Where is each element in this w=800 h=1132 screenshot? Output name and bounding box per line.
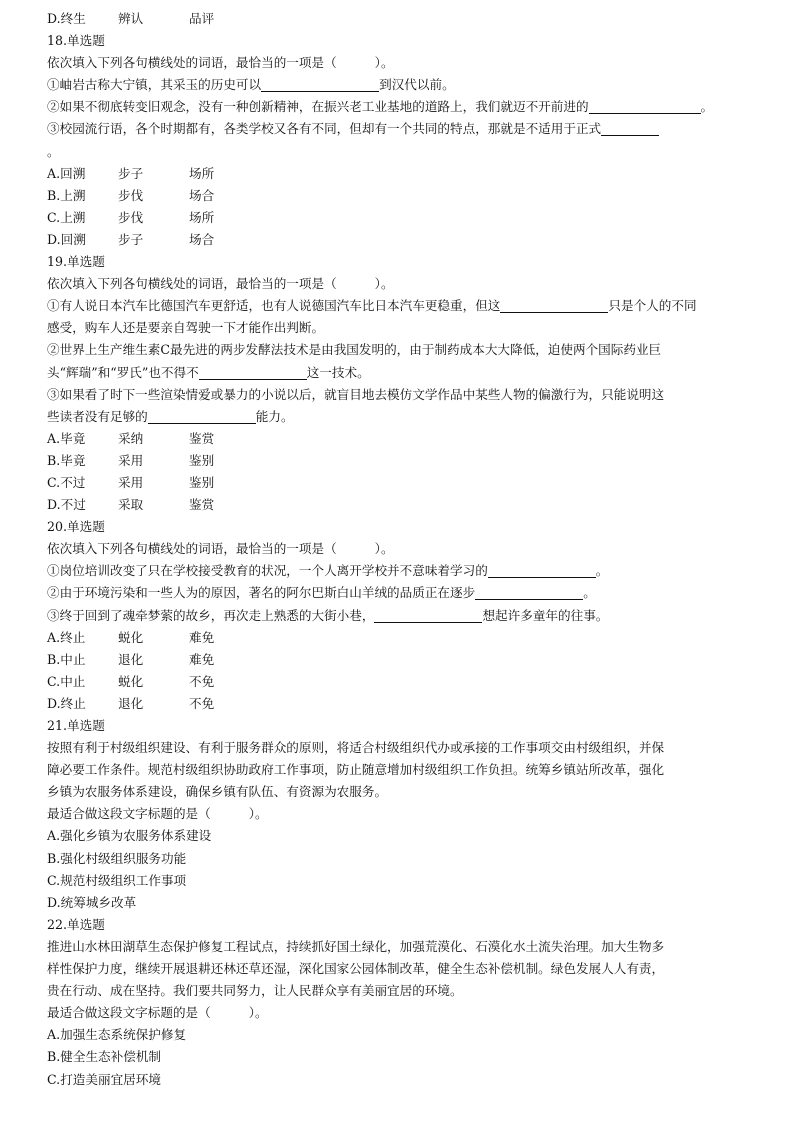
- option-word: 品评: [189, 11, 215, 26]
- fill-blank: [488, 562, 596, 578]
- q19-sentence-2-cont: 头“辉瑞”和“罗氏”也不得不 这一技术。: [47, 364, 370, 380]
- q20-option-c: C.中止 蜕化 不免: [47, 673, 215, 689]
- fill-blank: [261, 76, 379, 92]
- q19-stem: 依次填入下列各句横线处的词语，最恰当的一项是（ ）。: [47, 276, 394, 292]
- q22-passage-line: 推进山水林田湖草生态保护修复工程试点，持续抓好国土绿化，加强荒漠化、石漠化水土流失治理。加大生物多: [47, 938, 665, 954]
- fill-blank: [601, 120, 659, 136]
- fill-blank: [500, 297, 608, 313]
- q19-sentence-3-cont: 些读者没有足够的 能力。: [47, 408, 294, 424]
- q18-option-d: D.回溯 步子 场合: [47, 231, 215, 247]
- q19-option-d: D.不过 采取 鉴赏: [47, 497, 215, 513]
- q19-header: 19.单选题: [47, 254, 105, 270]
- q19-sentence-1-cont: 感受，购车人还是要亲自驾驶一下才能作出判断。: [47, 320, 325, 336]
- q20-option-b: B.中止 退化 难免: [47, 651, 215, 667]
- q18-sentence-3-end: 。: [47, 143, 60, 159]
- q18-sentence-1: ①岫岩古称大宁镇，其采玉的历史可以 到汉代以前。: [47, 77, 455, 93]
- exam-page: [47, 8, 757, 1091]
- q19-option-c: C.不过 采用 鉴别: [47, 474, 215, 490]
- fill-blank: [589, 98, 701, 114]
- fill-blank: [199, 364, 307, 380]
- q22-ask: 最适合做这段文字标题的是（ ）。: [47, 1005, 268, 1021]
- q21-option-d: D.统筹城乡改革: [47, 894, 137, 910]
- q22-option-b: B.健全生态补偿机制: [47, 1049, 162, 1065]
- q18-sentence-2: ②如果不彻底转变旧观念，没有一种创新精神，在振兴老工业基地的道路上，我们就迈不开前进的 。: [47, 99, 714, 115]
- q18-option-c: C.上溯 步伐 场所: [47, 209, 215, 225]
- q18-option-a: A.回溯 步子 场所: [47, 165, 215, 181]
- q22-option-c: C.打造美丽宜居环境: [47, 1071, 161, 1087]
- q18-sentence-3: ③校园流行语，各个时期都有，各类学校又各有不同，但却有一个共同的特点，那就是不适用于正式: [47, 118, 757, 140]
- q21-header: 21.单选题: [47, 718, 105, 733]
- q21-passage-line: 障必要工作条件。规范村级组织协助政府工作事项，防止随意增加村级组织工作负担。统筹乡镇站所改革，强化: [47, 762, 665, 778]
- q19-sentence-2: ②世界上生产维生素C最先进的两步发酵法技术是由我国发明的，由于制药成本大大降低，迫使两个国际药业巨: [47, 342, 662, 358]
- option-word: 辨认: [118, 11, 144, 26]
- q19-option-a: A.毕竟 采纳 鉴赏: [47, 430, 215, 446]
- q22-header: 22.单选题: [47, 916, 105, 932]
- q21-ask: 最适合做这段文字标题的是（ ）。: [47, 806, 268, 822]
- q22-passage-line: 样性保护力度，继续开展退耕还林还草还湿，深化国家公园体制改革，健全生态补偿机制。绿色发展人人有责，: [47, 961, 665, 977]
- q21-passage-line: 乡镇为农服务体系建设，确保乡镇有队伍、有资源为农服务。: [47, 784, 388, 800]
- q21-option-a: A.强化乡镇为农服务体系建设: [47, 828, 212, 844]
- q20-sentence-2: ②由于环境污染和一些人为的原因，著名的阿尔巴斯白山羊绒的品质正在逐步 。: [47, 585, 596, 601]
- q21-option-b: B.强化村级组织服务功能: [47, 850, 187, 866]
- fill-blank: [475, 584, 583, 600]
- q20-stem: 依次填入下列各句横线处的词语，最恰当的一项是（ ）。: [47, 541, 394, 557]
- q17-option-d: [47, 8, 757, 30]
- fill-blank: [374, 607, 482, 623]
- q21-option-c: C.规范村级组织工作事项: [47, 872, 187, 888]
- option-label: D.终生: [47, 11, 86, 26]
- q20-header: 20.单选题: [47, 519, 105, 535]
- q19-option-b: B.毕竟 采用 鉴别: [47, 452, 215, 468]
- q18-option-b: B.上溯 步伐 场合: [47, 187, 215, 203]
- q18-stem: 依次填入下列各句横线处的词语，最恰当的一项是（ ）。: [47, 55, 394, 71]
- q20-sentence-1: ①岗位培训改变了只在学校接受教育的状况，一个人离开学校并不意味着学习的 。: [47, 563, 609, 579]
- q18-header: 18.单选题: [47, 33, 105, 49]
- q20-option-a: A.终止 蜕化 难免: [47, 629, 215, 645]
- q22-option-a: A.加强生态系统保护修复: [47, 1027, 187, 1043]
- q21-passage-line: 按照有利于村级组织建设、有利于服务群众的原则，将适合村级组织代办或承接的工作事项交由村级组织，并保: [47, 740, 665, 756]
- q19-sentence-1: ①有人说日本汽车比德国汽车更舒适，也有人说德国汽车比日本汽车更稳重，但这 只是个人的不同: [47, 298, 697, 314]
- q20-sentence-3: ③终于回到了魂牵梦萦的故乡，再次走上熟悉的大街小巷， 想起许多童年的往事。: [47, 607, 609, 623]
- q20-option-d: D.终止 退化 不免: [47, 695, 215, 711]
- q22-passage-line: 贵在行动、成在坚持。我们要共同努力，让人民群众享有美丽宜居的环境。: [47, 983, 463, 999]
- fill-blank: [148, 408, 256, 424]
- q19-sentence-3: ③如果看了时下一些渲染情爱或暴力的小说以后，就盲目地去模仿文学作品中某些人物的偏激行为，只能说明这: [47, 386, 665, 402]
